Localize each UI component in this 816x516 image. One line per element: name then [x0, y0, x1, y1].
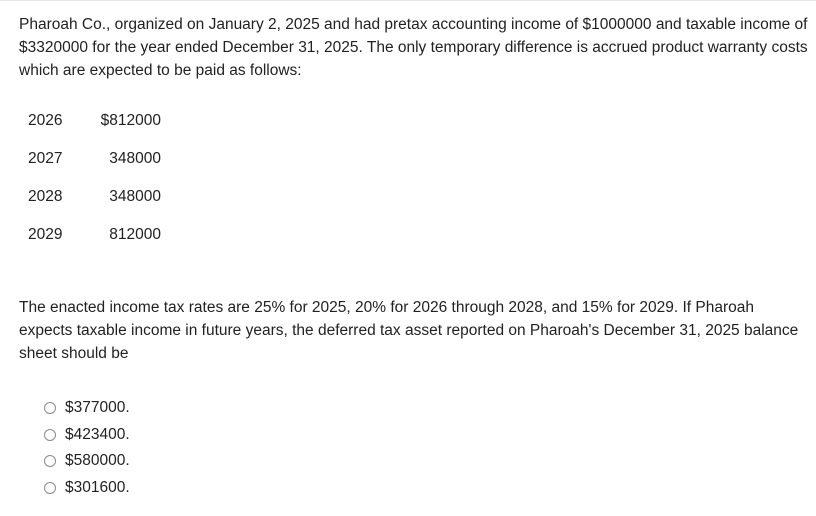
- schedule-year: 2029: [28, 226, 63, 243]
- top-divider: [0, 0, 816, 1]
- question-prompt: The enacted income tax rates are 25% for 2025, 20% for 2026 through 2028, and 15% for 2029. If Pharoah expects taxable income in future years, the deferred tax asset reported on Pharoah's December 31, 2025 balance sheet should be: [19, 299, 799, 362]
- schedule-amount: 812000: [109, 226, 161, 243]
- schedule-row: [28, 148, 188, 186]
- schedule-row: [28, 224, 188, 262]
- radio-button[interactable]: [44, 402, 56, 414]
- schedule-amount: $812000: [100, 112, 161, 129]
- answer-option-d[interactable]: [44, 475, 130, 502]
- schedule-row: [28, 110, 188, 148]
- answer-options: [44, 395, 130, 501]
- option-label[interactable]: $580000.: [65, 452, 130, 470]
- schedule-amount: 348000: [109, 150, 161, 167]
- answer-option-b[interactable]: [44, 422, 130, 449]
- schedule-year: 2028: [28, 188, 63, 205]
- option-label[interactable]: $301600.: [65, 478, 130, 496]
- schedule-year: 2027: [28, 150, 63, 167]
- radio-button[interactable]: [44, 482, 56, 494]
- question-intro: Pharoah Co., organized on January 2, 2025 and had pretax accounting income of $1000000 and taxable income of $3320000 for the year ended December 31, 2025. The only temporary difference is accrued product warranty costs which are expected to be paid as follows:: [19, 16, 808, 79]
- answer-option-a[interactable]: [44, 395, 130, 422]
- option-label[interactable]: $377000.: [65, 399, 130, 417]
- schedule-amount: 348000: [109, 188, 161, 205]
- schedule-row: [28, 186, 188, 224]
- schedule-year: 2026: [28, 112, 63, 129]
- radio-button[interactable]: [44, 429, 56, 441]
- warranty-payment-schedule: [28, 110, 188, 262]
- option-label[interactable]: $423400.: [65, 425, 130, 443]
- radio-button[interactable]: [44, 455, 56, 467]
- answer-option-c[interactable]: [44, 448, 130, 475]
